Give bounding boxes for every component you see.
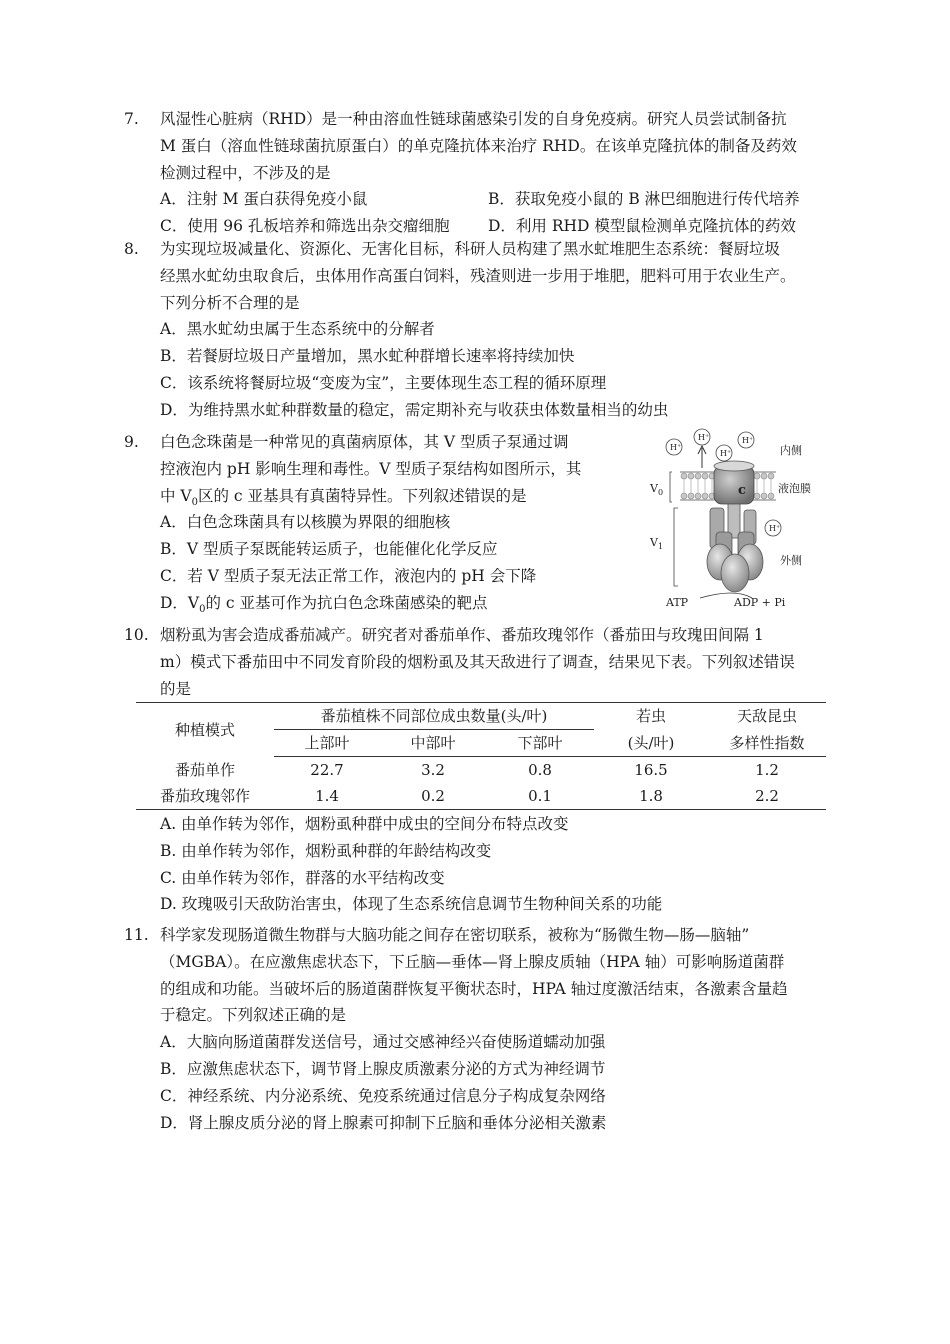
option-d: D．$V_0$的 c 亚基可作为抗白色念珠菌感染的靶点 xyxy=(160,593,488,615)
question-7 xyxy=(124,106,850,240)
option-b: B．若餐厨垃圾日产量增加，黑水虻种群增长速率将持续加快 xyxy=(160,347,575,366)
question-stem: 科学家发现肠道微生物群与大脑功能之间存在密切联系，被称为“肠微生物—肠—脑轴” xyxy=(160,926,750,944)
v0-c-ring xyxy=(714,461,754,504)
table-cell: 3.2 xyxy=(421,761,445,779)
option-d: D．利用 RHD 模型鼠检测单克隆抗体的药效 xyxy=(488,217,796,236)
table-cell: 番茄单作 xyxy=(174,760,235,779)
v1-bracket xyxy=(674,508,678,586)
question-number: 7. xyxy=(124,110,139,128)
option-c: C．使用 96 孔板培养和筛选出杂交瘤细胞 xyxy=(160,217,450,236)
option-c: C．该系统将餐厨垃圾“变废为宝”，主要体现生态工程的循环原理 xyxy=(160,373,607,392)
question-stem: 的是 xyxy=(160,679,192,698)
option-a: A．黑水虻幼虫属于生态系统中的分解者 xyxy=(160,320,435,339)
v1-label: $V_1$ xyxy=(650,536,664,551)
question-number: 10. xyxy=(124,626,149,644)
table-cell: 1.8 xyxy=(594,783,708,810)
table-header-enemy: 天敌昆虫 xyxy=(708,703,826,730)
option-c: C．神经系统、内分泌系统、免疫系统通过信息分子构成复杂网络 xyxy=(160,1086,606,1105)
question-8 xyxy=(124,236,850,424)
question-stem: 于稳定。下列叙述正确的是 xyxy=(160,1006,347,1025)
question-number: 9. xyxy=(124,433,139,451)
option-a: A．大脑向肠道菌群发送信号，通过交感神经兴奋使肠道蠕动加强 xyxy=(160,1033,606,1052)
table-header-middle: 中部叶 xyxy=(380,730,486,757)
table-cell: 22.7 xyxy=(310,761,344,779)
c-subunit-label: c xyxy=(738,483,746,498)
table-header-group: 番茄植株不同部位成虫数量(头/叶) xyxy=(274,703,594,730)
proton-path-arrow xyxy=(698,446,706,468)
table-cell: 0.1 xyxy=(486,783,594,810)
question-number: 8. xyxy=(124,240,139,258)
question-stem: M 蛋白（溶血性链球菌抗原蛋白）的单克隆抗体来治疗 RHD。在该单克隆抗体的制备及药效 xyxy=(160,136,797,155)
table-cell: 1.4 xyxy=(274,783,380,810)
question-stem: 白色念珠菌是一种常见的真菌病原体，其 V 型质子泵通过调 xyxy=(160,433,569,451)
svg-text:H+: H+ xyxy=(670,443,682,452)
table-cell: 番茄玫瑰邻作 xyxy=(136,783,274,810)
question-stem: 经黑水虻幼虫取食后，虫体用作高蛋白饲料，残渣则进一步用于堆肥，肥料可用于农业生产。 xyxy=(160,266,796,285)
option-a: A．白色念珠菌具有以核膜为界限的细胞核 xyxy=(160,513,451,532)
question-stem: m）模式下番茄田中不同发育阶段的烟粉虱及其天敌进行了调查，结果见下表。下列叙述错误 xyxy=(160,652,795,671)
question-11 xyxy=(124,922,850,1136)
svg-text:H+: H+ xyxy=(720,449,732,458)
svg-text:H+: H+ xyxy=(742,436,754,445)
outer-side-label: 外侧 xyxy=(780,554,802,567)
table-cell: 2.2 xyxy=(708,783,826,810)
table-row xyxy=(136,783,826,810)
table-cell: 0.2 xyxy=(380,783,486,810)
option-d: D．为维持黑水虻种群数量的稳定，需定期补充与收获虫体数量相当的幼虫 xyxy=(160,400,669,419)
atp-label: ATP xyxy=(666,596,689,609)
table-cell: 0.8 xyxy=(528,761,552,779)
question-stem: 烟粉虱为害会造成番茄减产。研究者对番茄单作、番茄玫瑰邻作（番茄田与玫瑰田间隔 1 xyxy=(160,626,764,644)
option-b: B．V 型质子泵既能转运质子，也能催化化学反应 xyxy=(160,540,498,559)
question-stem: 中 $V_0$区的 c 亚基具有真菌特异性。下列叙述错误的是 xyxy=(160,486,527,508)
option-d: D．肾上腺皮质分泌的肾上腺素可抑制下丘脑和垂体分泌相关激素 xyxy=(160,1113,607,1132)
table-cell: 1.2 xyxy=(755,761,779,779)
v0-bracket xyxy=(670,472,672,502)
table-header-nymph: 若虫 xyxy=(594,703,708,730)
option-d: D. 玫瑰吸引天敌防治害虫，体现了生态系统信息调节生物种间关系的功能 xyxy=(160,895,663,914)
v1-domain xyxy=(707,504,763,592)
option-a: A. 由单作转为邻作，烟粉虱种群中成虫的空间分布特点改变 xyxy=(160,815,569,833)
option-c: C. 由单作转为邻作，群落的水平结构改变 xyxy=(160,868,445,887)
adp-pi-label: ADP + Pi xyxy=(734,596,786,609)
question-stem: 下列分析不合理的是 xyxy=(160,293,300,312)
question-10 xyxy=(124,622,850,702)
svg-text:H+: H+ xyxy=(769,524,781,533)
question-stem: （MGBA）。在应激焦虑状态下，下丘脑—垂体—肾上腺皮质轴（HPA 轴）可影响肠道菌群 xyxy=(160,952,785,971)
table-row xyxy=(136,757,826,784)
question-number: 11. xyxy=(124,926,149,944)
option-b: B. 由单作转为邻作，烟粉虱种群的年龄结构改变 xyxy=(160,841,492,860)
inner-side-label: 内侧 xyxy=(780,444,802,457)
membrane-label: 液泡膜 xyxy=(778,482,811,495)
v0-label: $V_0$ xyxy=(650,482,664,497)
question-stem: 检测过程中，不涉及的是 xyxy=(160,163,331,182)
question-stem: 风湿性心脏病（RHD）是一种由溶血性链球菌感染引发的自身免疫病。研究人员尝试制备抗 xyxy=(160,110,787,128)
option-b: B．应激焦虑状态下，调节肾上腺皮质激素分泌的方式为神经调节 xyxy=(160,1059,606,1078)
table-header-upper: 上部叶 xyxy=(274,730,380,757)
option-b: B．获取免疫小鼠的 B 淋巴细胞进行传代培养 xyxy=(488,190,800,209)
svg-text:H+: H+ xyxy=(698,433,710,442)
question-stem: 控液泡内 pH 影响生理和毒性。V 型质子泵结构如图所示，其 xyxy=(160,459,582,478)
survey-table xyxy=(136,702,826,810)
option-a: A．注射 M 蛋白获得免疫小鼠 xyxy=(160,190,368,209)
table-header-nymph-unit: (头/叶) xyxy=(594,730,708,757)
proton-pump-figure xyxy=(640,428,840,614)
option-c: C．若 V 型质子泵无法正常工作，液泡内的 pH 会下降 xyxy=(160,566,537,585)
question-10-options xyxy=(124,811,850,918)
table-cell: 16.5 xyxy=(634,761,668,779)
question-stem: 的组成和功能。当破坏后的肠道菌群恢复平衡状态时，HPA 轴过度激活结束，各激素含量趋 xyxy=(160,979,788,998)
question-stem: 为实现垃圾减量化、资源化、无害化目标，科研人员构建了黑水虻堆肥生态系统：餐厨垃圾 xyxy=(160,240,781,258)
table-header-mode: 种植模式 xyxy=(136,703,274,757)
table-header-lower: 下部叶 xyxy=(486,730,594,757)
table-header-enemy-index: 多样性指数 xyxy=(708,730,826,757)
